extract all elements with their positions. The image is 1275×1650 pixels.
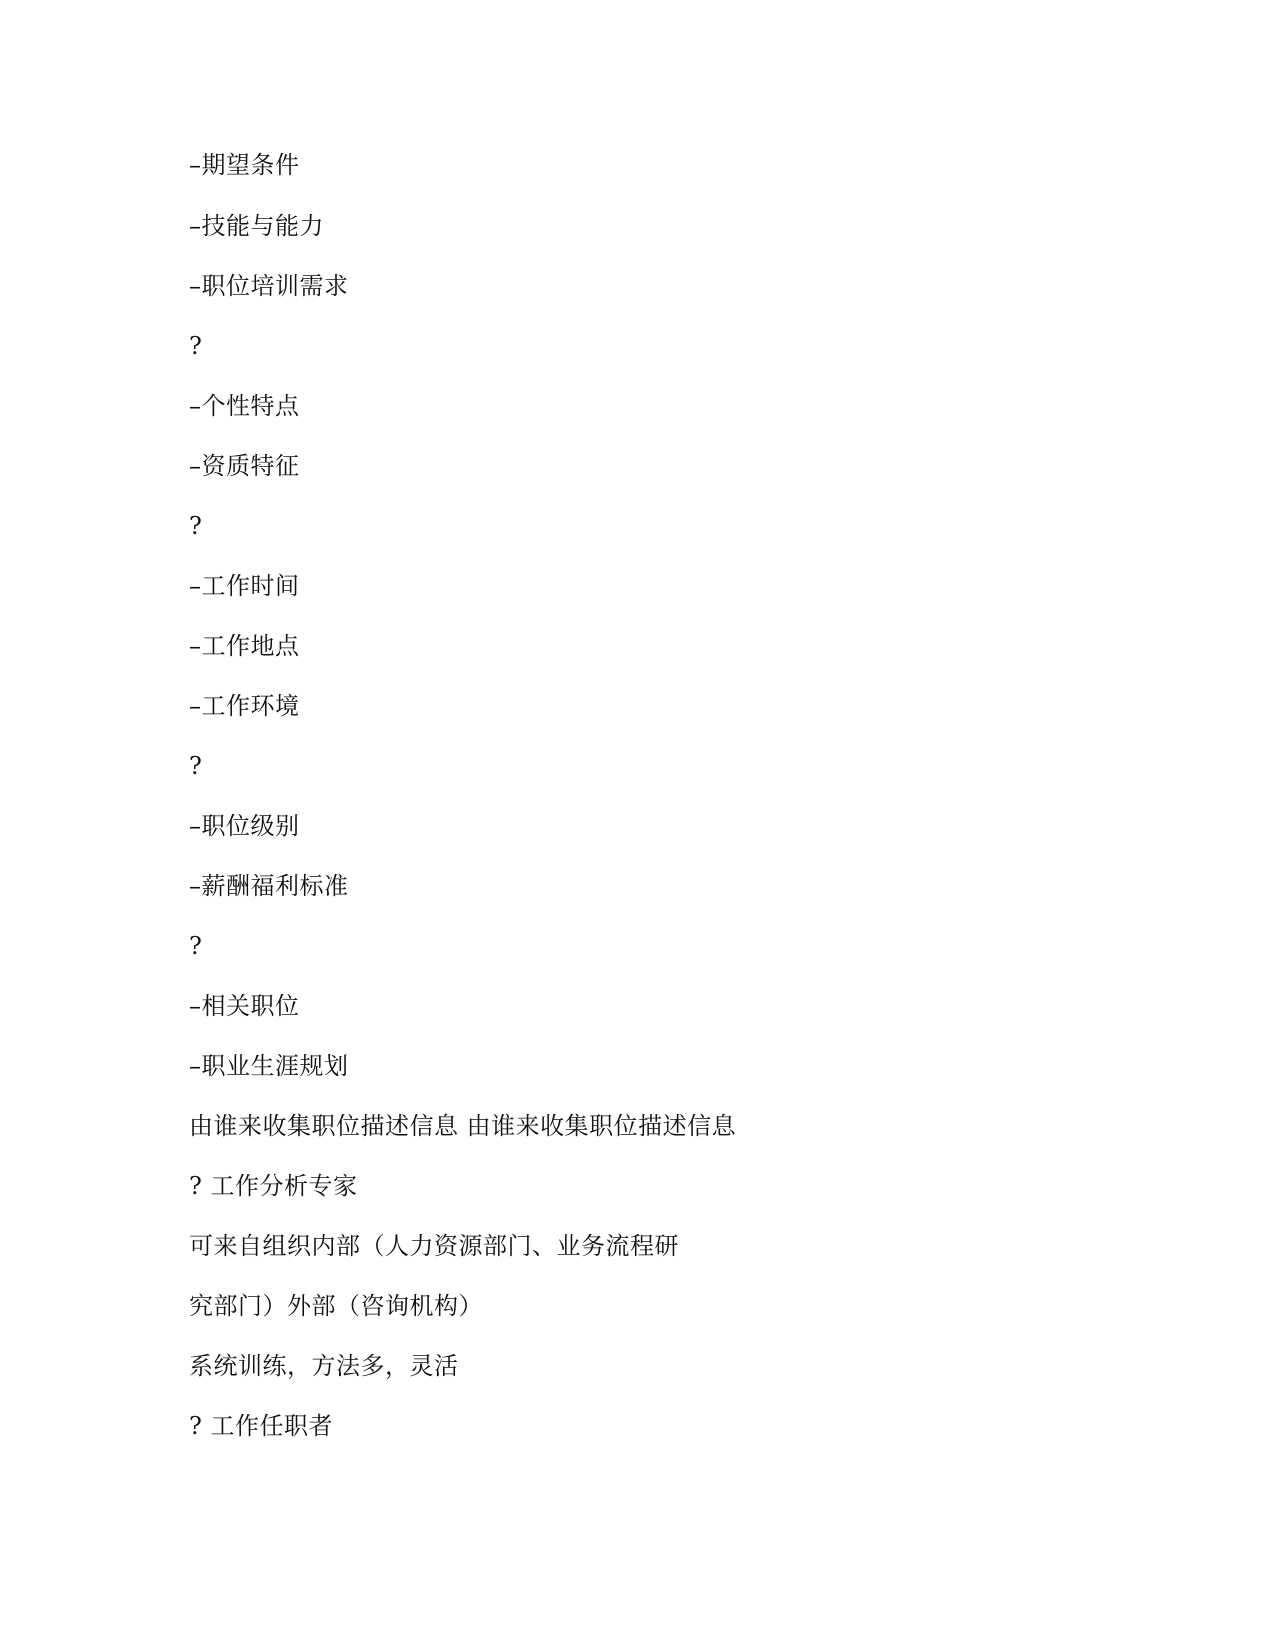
bullet-item: ? 工作任职者 bbox=[189, 1412, 333, 1440]
text-line: –职位培训需求 bbox=[189, 272, 349, 300]
bullet-marker: ? bbox=[189, 332, 203, 360]
text-line: –职位级别 bbox=[189, 812, 300, 840]
section-heading: 由谁来收集职位描述信息 由谁来收集职位描述信息 bbox=[189, 1112, 737, 1140]
text-line: 可来自组织内部（人力资源部门、业务流程研 bbox=[189, 1232, 679, 1260]
text-line: 系统训练，方法多，灵活 bbox=[189, 1352, 459, 1380]
text-line: –薪酬福利标准 bbox=[189, 872, 349, 900]
text-line: 究部门）外部（咨询机构） bbox=[189, 1292, 483, 1320]
text-line: –职业生涯规划 bbox=[189, 1052, 349, 1080]
bullet-marker: ? bbox=[189, 932, 203, 960]
text-line: –资质特征 bbox=[189, 452, 300, 480]
text-line: –个性特点 bbox=[189, 392, 300, 420]
bullet-marker: ? bbox=[189, 512, 203, 540]
text-line: –技能与能力 bbox=[189, 212, 324, 240]
text-line: –工作地点 bbox=[189, 632, 300, 660]
text-line: –工作时间 bbox=[189, 572, 300, 600]
bullet-marker: ? bbox=[189, 752, 203, 780]
text-line: –工作环境 bbox=[189, 692, 300, 720]
text-line: –相关职位 bbox=[189, 992, 300, 1020]
bullet-item: ? 工作分析专家 bbox=[189, 1172, 358, 1200]
text-line: –期望条件 bbox=[189, 151, 300, 179]
